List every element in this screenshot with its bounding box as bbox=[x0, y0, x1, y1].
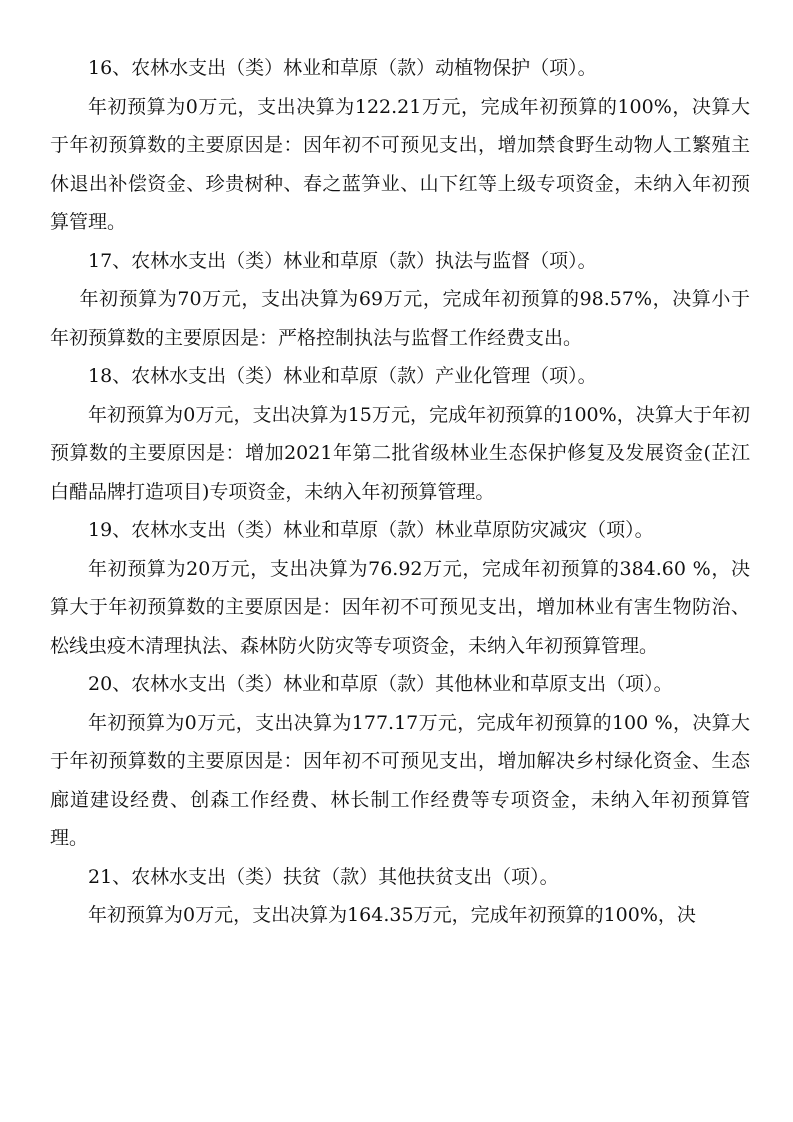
section-body-20: 年初预算为0万元，支出决算为177.17万元，完成年初预算的100 %，决算大于年初预算数的主要原因是：因年初不可预见支出，增加解决乡村绿化资金、生态廊道建设经费、创森工作经费、林长制工作经费等专项资金，未纳入年初预算管理。 bbox=[50, 711, 750, 849]
section-body-17: 年初预算为70万元，支出决算为69万元，完成年初预算的98.57%，决算小于年初预算数的主要原因是：严格控制执法与监督工作经费支出。 bbox=[50, 288, 750, 349]
section-heading-16: 16、农林水支出（类）林业和草原（款）动植物保护（项）。 bbox=[88, 57, 597, 79]
section-body-16: 年初预算为0万元，支出决算为122.21万元，完成年初预算的100%，决算大于年初预算数的主要原因是：因年初不可预见支出，增加禁食野生动物人工繁殖主休退出补偿资金、珍贵树种、春之蓝笋业、山下红等上级专项资金，未纳入年初预算管理。 bbox=[50, 95, 750, 233]
section-heading-19: 19、农林水支出（类）林业和草原（款）林业草原防灾减灾（项）。 bbox=[88, 519, 654, 541]
section-heading-17: 17、农林水支出（类）林业和草原（款）执法与监督（项）。 bbox=[88, 249, 597, 272]
section-heading-18: 18、农林水支出（类）林业和草原（款）产业化管理（项）。 bbox=[88, 365, 597, 387]
document-page bbox=[50, 49, 750, 935]
section-body-21: 年初预算为0万元，支出决算为164.35万元，完成年初预算的100%，决 bbox=[88, 904, 696, 926]
section-heading-21: 21、农林水支出（类）扶贫（款）其他扶贫支出（项）。 bbox=[88, 865, 559, 888]
section-body-18: 年初预算为0万元，支出决算为15万元，完成年初预算的100%，决算大于年初预算数的主要原因是：增加2021年第二批省级林业生态保护修复及发展资金(芷江白醋品牌打造项目)专项资金，未纳入年初预算管理。 bbox=[50, 403, 750, 503]
section-heading-20: 20、农林水支出（类）林业和草原（款）其他林业和草原支出（项）。 bbox=[88, 673, 673, 695]
section-body-19: 年初预算为20万元，支出决算为76.92万元，完成年初预算的384.60 %，决算大于年初预算数的主要原因是：因年初不可预见支出，增加林业有害生物防治、松线虫疫木清理执法、森林防火防灾等专项资金，未纳入年初预算管理。 bbox=[50, 557, 750, 657]
